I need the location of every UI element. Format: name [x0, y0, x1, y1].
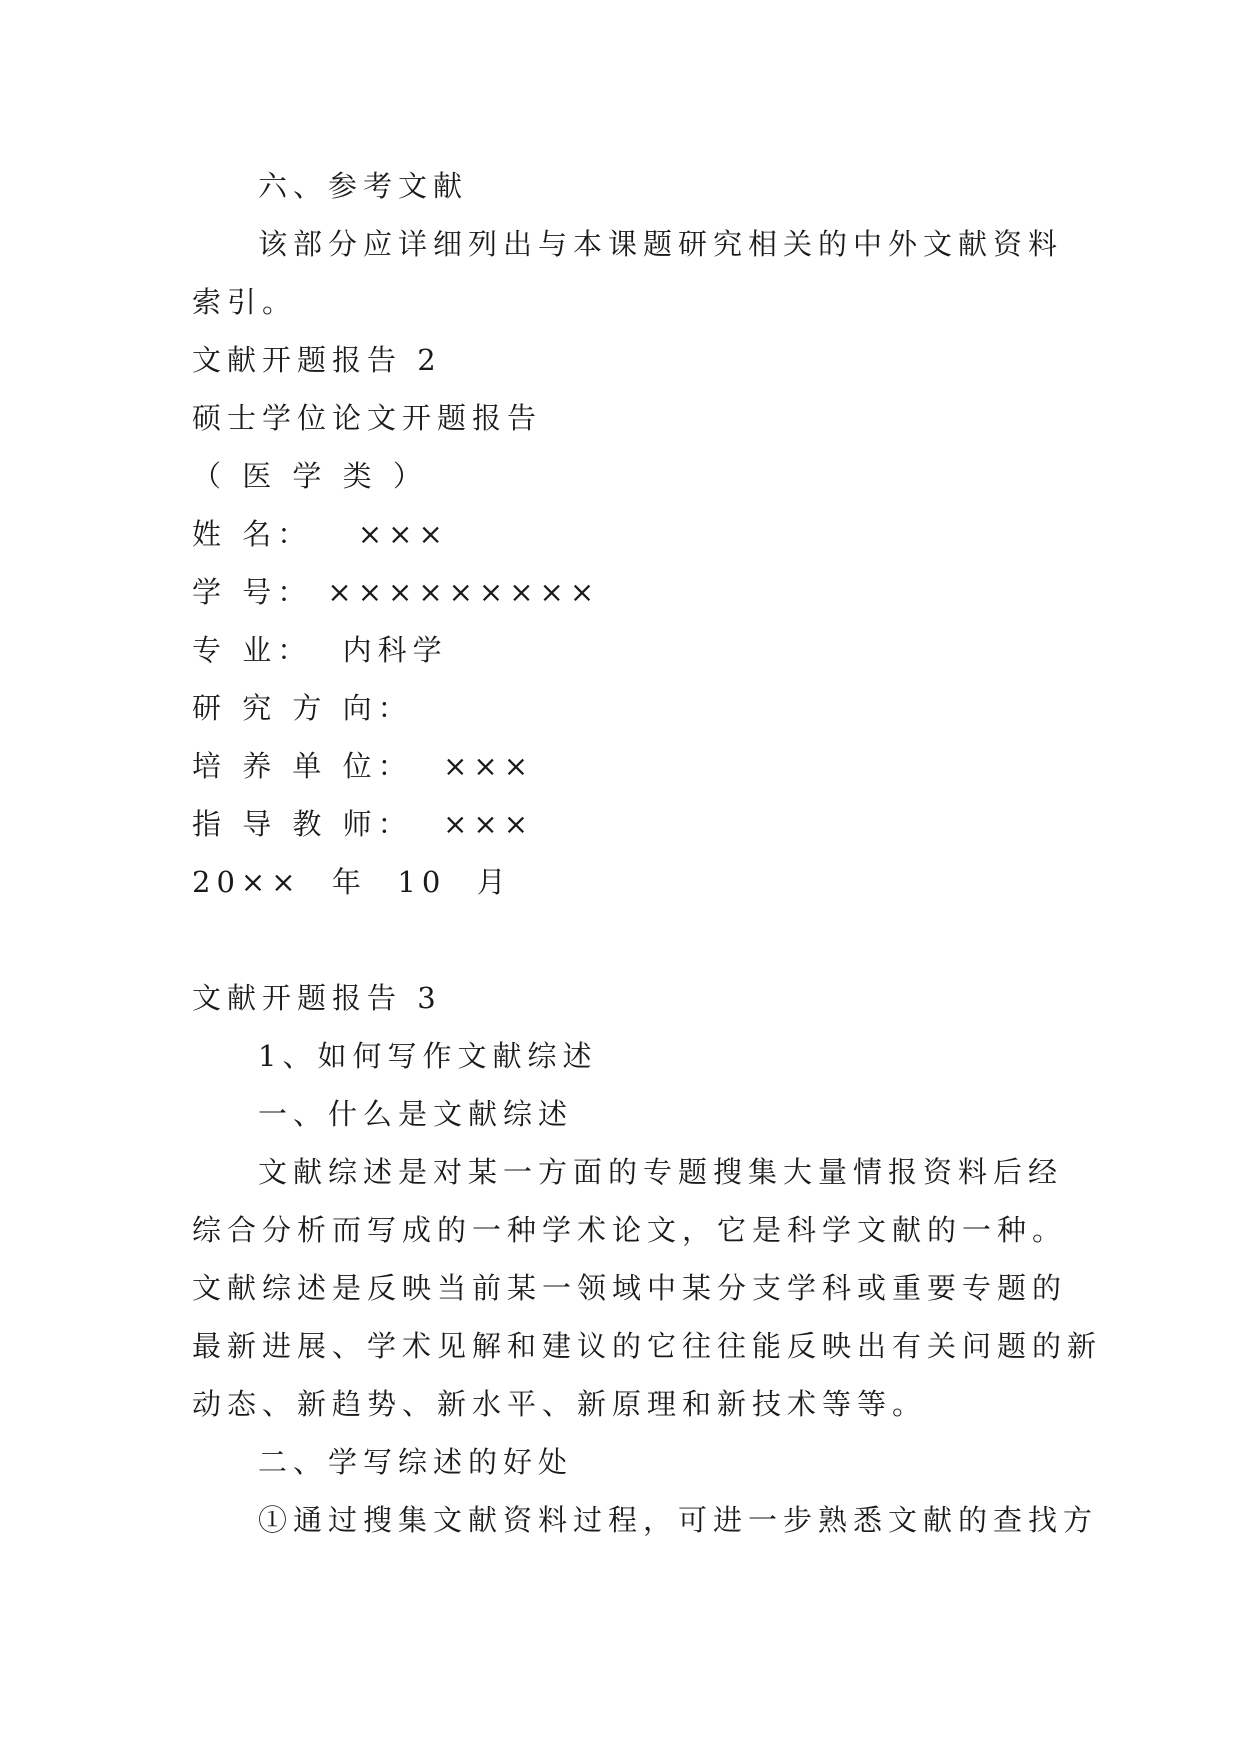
field-student-id: 学 号： ××××××××× [192, 575, 601, 609]
paragraph-line: ①通过搜集文献资料过程，可进一步熟悉文献的查找方 [258, 1503, 1099, 1537]
paragraph-line: 动态、新趋势、新水平、新原理和新技术等等。 [192, 1387, 928, 1421]
field-name: 姓 名： ××× [192, 517, 449, 551]
paragraph-line: 该部分应详细列出与本课题研究相关的中外文献资料 [258, 227, 1064, 261]
field-training-unit: 培 养 单 位： ××× [192, 749, 534, 783]
doc-title-2: 文献开题报告 2 [192, 343, 442, 377]
section-heading: 二、学写综述的好处 [258, 1445, 574, 1479]
paragraph-line: 最新进展、学术见解和建议的它往往能反映出有关问题的新 [192, 1329, 1103, 1363]
paragraph-line: 综合分析而写成的一种学术论文，它是科学文献的一种。 [192, 1213, 1068, 1247]
field-supervisor: 指 导 教 师： ××× [192, 807, 534, 841]
paragraph-line: 文献综述是对某一方面的专题搜集大量情报资料后经 [258, 1155, 1064, 1189]
report-title: 硕士学位论文开题报告 [192, 401, 543, 435]
field-date: 20×× 年 10 月 [192, 865, 512, 899]
field-major: 专 业： 内科学 [192, 633, 448, 667]
section-heading: 1、如何写作文献综述 [258, 1039, 598, 1073]
paragraph-line: 文献综述是反映当前某一领域中某分支学科或重要专题的 [192, 1271, 1068, 1305]
section-heading: 一、什么是文献综述 [258, 1097, 574, 1131]
report-category: （ 医 学 类 ） [192, 459, 428, 493]
doc-title-3: 文献开题报告 3 [192, 981, 442, 1015]
section-heading-references: 六、参考文献 [258, 169, 469, 203]
field-research-direction: 研 究 方 向： [192, 691, 413, 725]
paragraph-line: 索引。 [192, 285, 298, 319]
